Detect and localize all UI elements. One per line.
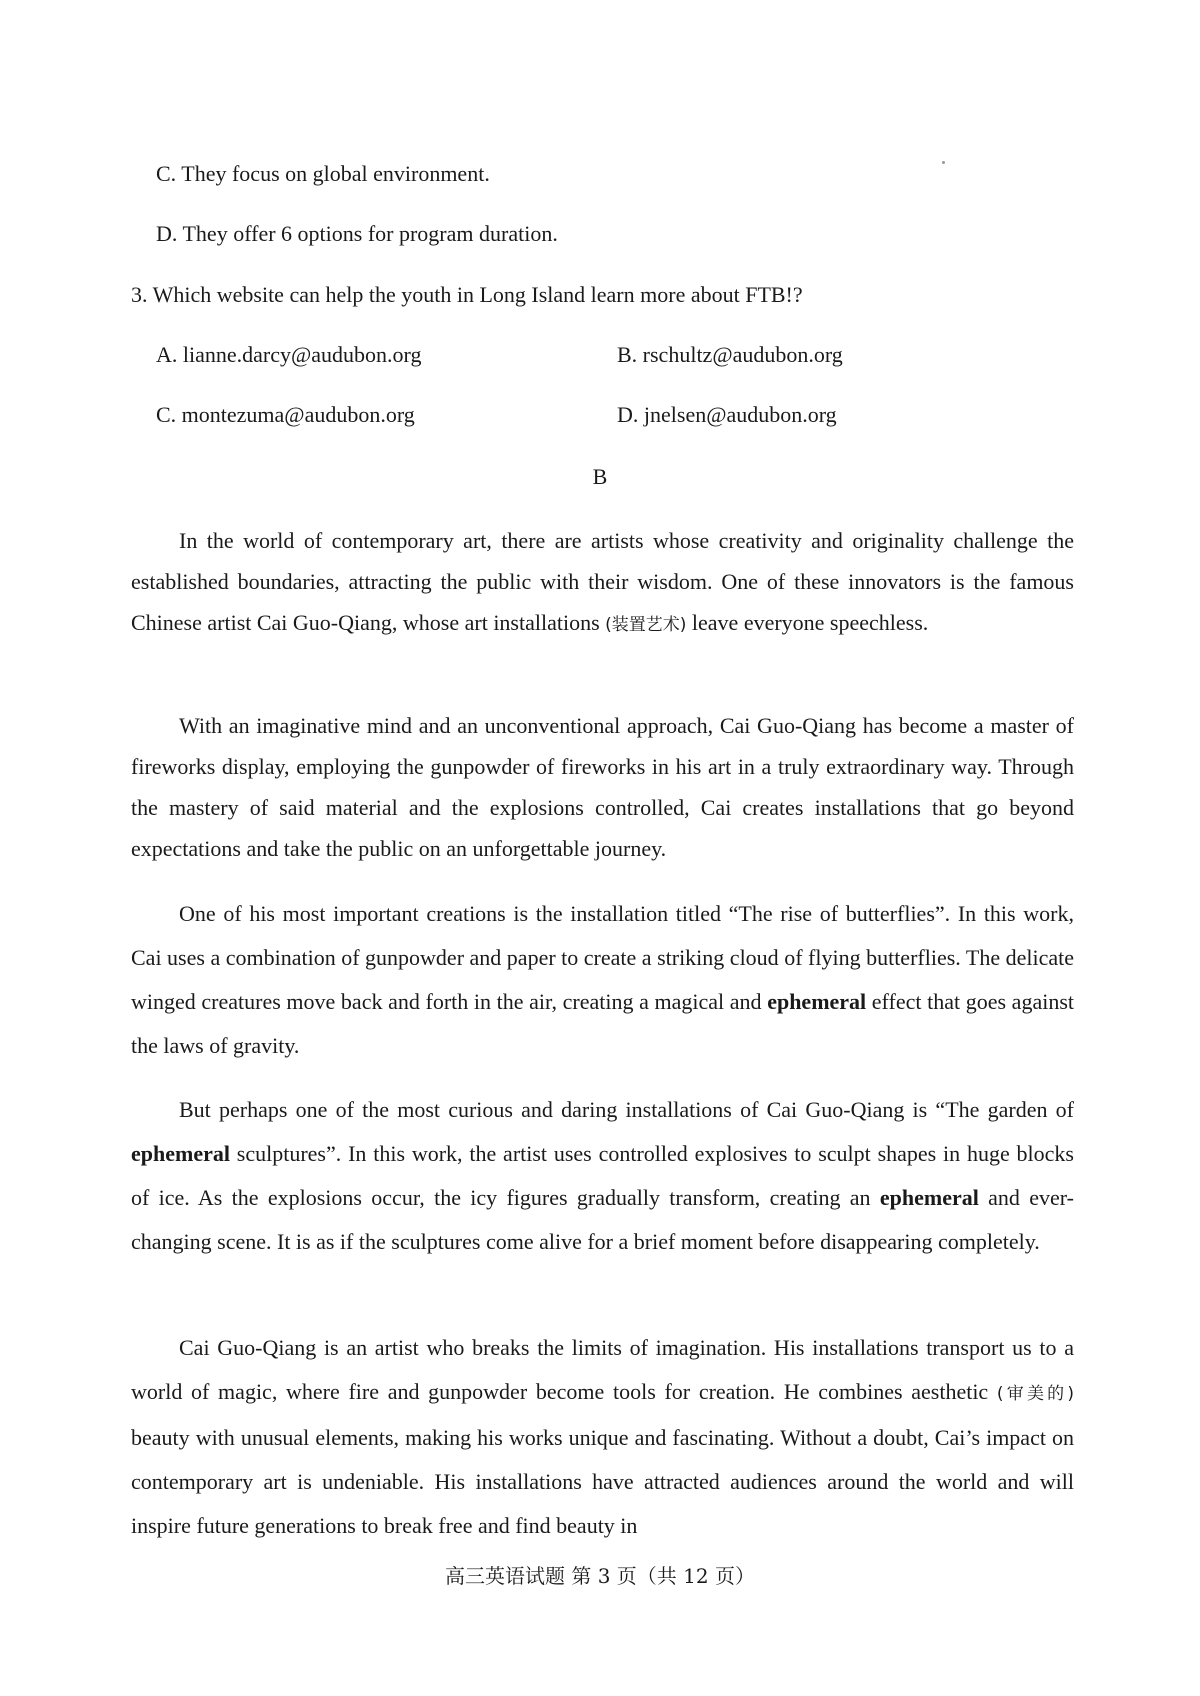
section-heading: B: [592, 464, 608, 489]
scan-speck: [942, 161, 945, 164]
p5-text-b: beauty with unusual elements, making his works unique and fascinating. Without a doubt, Cai’s impact on contemporary art is undeniable. His installations have attracted audiences around the world and will inspire future generations to break free and find beauty in: [131, 1425, 1074, 1538]
q3-option-c: C. montezuma@audubon.org: [156, 402, 415, 427]
p3-bold-word: ephemeral: [767, 989, 867, 1014]
p4-text-c: and ever-changing scene. It is as if the sculptures come alive for a brief moment before disappearing completely.: [131, 1185, 1074, 1254]
p1-chinese-gloss: (装置艺术): [605, 615, 687, 635]
p5-text-a: Cai Guo-Qiang is an artist who breaks the limits of imagination. His installations transport us to a world of magic, where fire and gunpowder become tools for creation. He combines aesthetic: [131, 1335, 1074, 1404]
p3-text-b: effect that goes against the laws of gravity.: [131, 989, 1074, 1058]
p5-chinese-gloss: (审美的): [996, 1384, 1074, 1404]
passage-paragraph-2: With an imaginative mind and an unconventional approach, Cai Guo-Qiang has become a master of fireworks display, employing the gunpowder of fireworks in his art in a truly extraordinary way. Through the mastery of said material and the explosions controlled, Cai creates installations that go beyond expectations and take the public on an unforgettable journey.: [131, 713, 1074, 861]
q3-stem: 3. Which website can help the youth in Long Island learn more about FTB!?: [131, 282, 803, 307]
p4-text-b: sculptures”. In this work, the artist uses controlled explosives to sculpt shapes in huge blocks of ice. As the explosions occur, the icy figures gradually transform, creating an: [131, 1141, 1074, 1210]
q3-option-d: D. jnelsen@audubon.org: [617, 402, 837, 427]
passage-paragraph-1: [131, 520, 1074, 646]
passage-paragraph-4: [131, 1088, 1074, 1264]
page-footer: 高三英语试题 第 3 页（共 12 页）: [445, 1564, 755, 1588]
p1-text-a: In the world of contemporary art, there are artists whose creativity and originality challenge the established boundaries, attracting the public with their wisdom. One of these innovators is the famous Chinese artist Cai Guo-Qiang, whose art installations: [131, 528, 1074, 635]
p4-bold-word-1: ephemeral: [131, 1141, 230, 1166]
q3-option-a: A. lianne.darcy@audubon.org: [156, 342, 422, 367]
p1-text-b: leave everyone speechless.: [686, 610, 929, 635]
p4-bold-word-2: ephemeral: [879, 1185, 979, 1210]
passage-paragraph-5: [131, 1326, 1074, 1548]
q2-option-c: C. They focus on global environment.: [156, 161, 490, 186]
q3-option-b: B. rschultz@audubon.org: [617, 342, 843, 367]
p3-text-a: One of his most important creations is the installation titled “The rise of butterflies”. In this work, Cai uses a combination of gunpowder and paper to create a striking cloud of flying butterflies. The delicate winged creatures move back and forth in the air, creating a magical and: [131, 901, 1074, 1014]
p4-text-a: But perhaps one of the most curious and daring installations of Cai Guo-Qiang is “The garden of: [179, 1097, 1074, 1122]
q2-option-d: D. They offer 6 options for program duration.: [156, 221, 558, 246]
passage-paragraph-3: [131, 892, 1074, 1068]
